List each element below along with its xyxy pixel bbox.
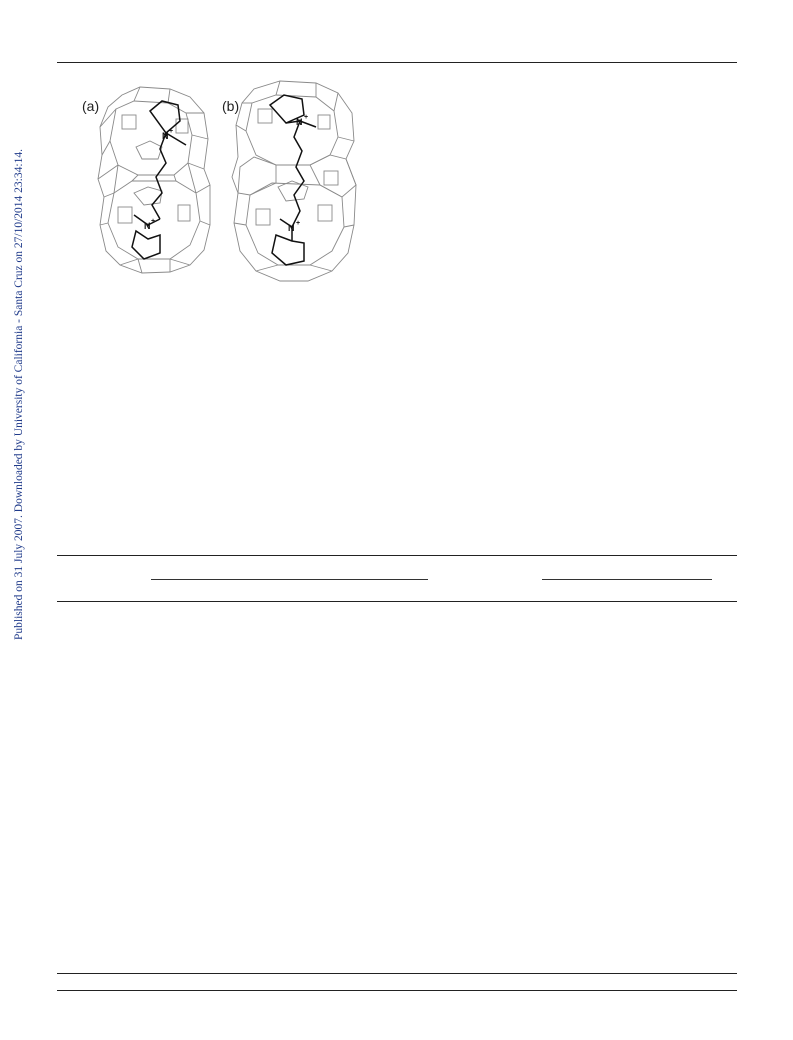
n-label-b-top: N xyxy=(296,117,303,127)
table-bottom-rule xyxy=(57,973,737,974)
footer-rule xyxy=(57,990,737,991)
table-top-rule xyxy=(57,555,737,556)
panel-b xyxy=(222,81,356,281)
n-label-a-bottom: N xyxy=(144,221,151,231)
framework-b xyxy=(232,81,356,281)
molecule-b xyxy=(270,95,316,265)
table-subrule-left xyxy=(151,579,428,580)
header-rule xyxy=(57,62,737,63)
molecule-a xyxy=(132,101,186,259)
zeolite-cage-figure xyxy=(78,75,362,287)
table-header-bottom-rule xyxy=(57,601,737,602)
n-label-a-top: N xyxy=(162,131,169,141)
n-charge-a-top: + xyxy=(169,128,174,135)
n-charge-b-top: + xyxy=(304,114,309,121)
framework-a xyxy=(98,87,210,273)
panel-a-label: (a) xyxy=(82,98,100,114)
n-charge-a-bottom: + xyxy=(151,218,156,225)
panel-a xyxy=(82,87,210,273)
provenance-note: Published on 31 July 2007. Downloaded by University of California - Santa Cruz on 27/10/2014 23:34:14. xyxy=(13,149,25,640)
n-charge-b-bottom: + xyxy=(296,220,301,227)
table-subrule-right xyxy=(542,579,712,580)
panel-b-label: (b) xyxy=(222,98,240,114)
n-label-b-bottom: N xyxy=(288,223,295,233)
